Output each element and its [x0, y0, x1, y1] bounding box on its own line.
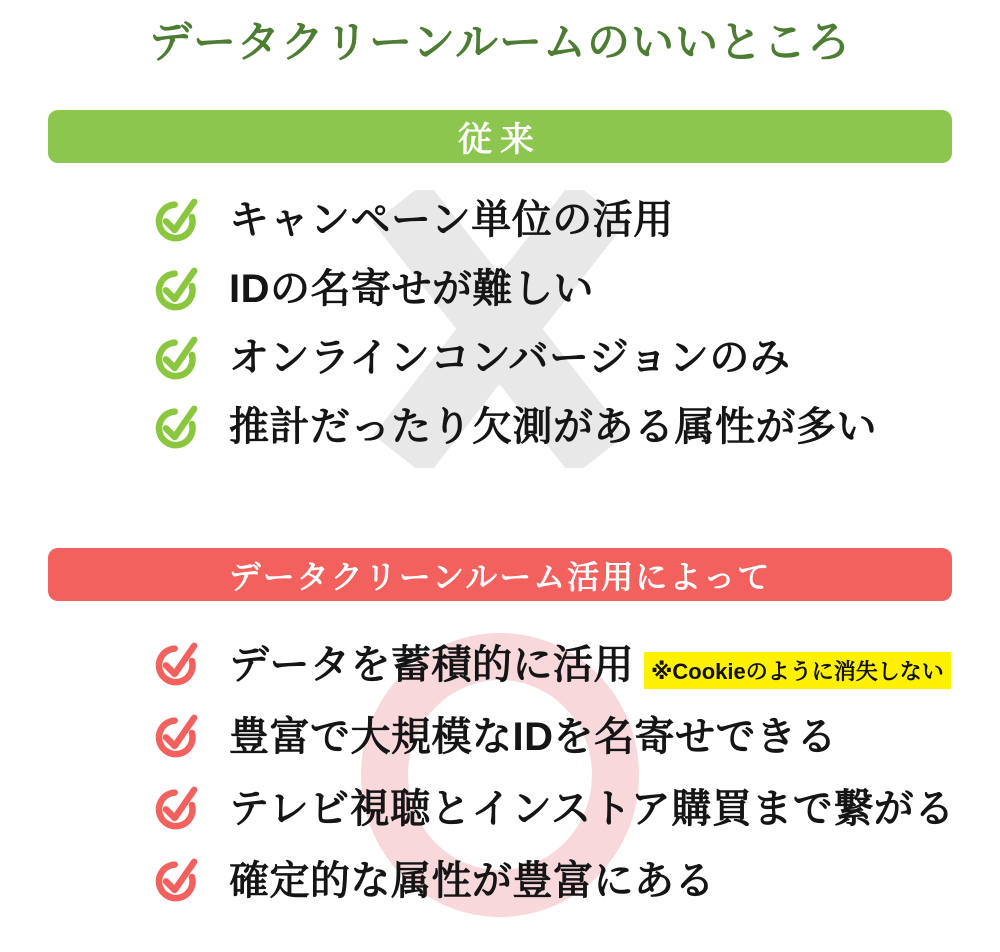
list-item [0, 320, 1000, 389]
check-icon [153, 635, 205, 687]
page-title: データクリーンルームのいいところ [148, 19, 852, 67]
conventional-list [0, 182, 1000, 458]
cookie-note: ※Cookieのように消失しない [644, 652, 951, 689]
list-item [0, 182, 1000, 251]
list-item [0, 389, 1000, 458]
banner-datacleanroom-label: データクリーンルーム活用によって [228, 558, 772, 595]
banner-conventional-label: 従来 [458, 121, 542, 159]
list-item [0, 841, 1000, 913]
check-icon [153, 851, 205, 903]
list-item [0, 251, 1000, 320]
datacleanroom-list [0, 625, 1000, 913]
list-item-label: 確定的な属性が豊富にある [229, 858, 715, 903]
check-icon [153, 707, 205, 759]
list-item-label: キャンペーン単位の活用 [229, 198, 674, 242]
banner-datacleanroom [48, 548, 952, 601]
list-item [0, 697, 1000, 769]
check-icon [153, 260, 205, 312]
list-item-label: データを蓄積的に活用 [229, 642, 634, 687]
list-item-label: テレビ視聴とインストア購買まで繋がる [229, 786, 955, 831]
list-item-label: 推計だったり欠測がある属性が多い [229, 405, 877, 449]
banner-conventional [48, 110, 952, 163]
check-icon [153, 398, 205, 450]
list-item [0, 625, 1000, 697]
list-item [0, 769, 1000, 841]
check-icon [153, 191, 205, 243]
check-icon [153, 329, 205, 381]
list-item-label: 豊富で大規模なIDを名寄せできる [229, 714, 837, 759]
list-item-label: オンラインコンバージョンのみ [229, 336, 791, 380]
list-item-label: IDの名寄せが難しい [229, 267, 594, 311]
check-icon [153, 779, 205, 831]
